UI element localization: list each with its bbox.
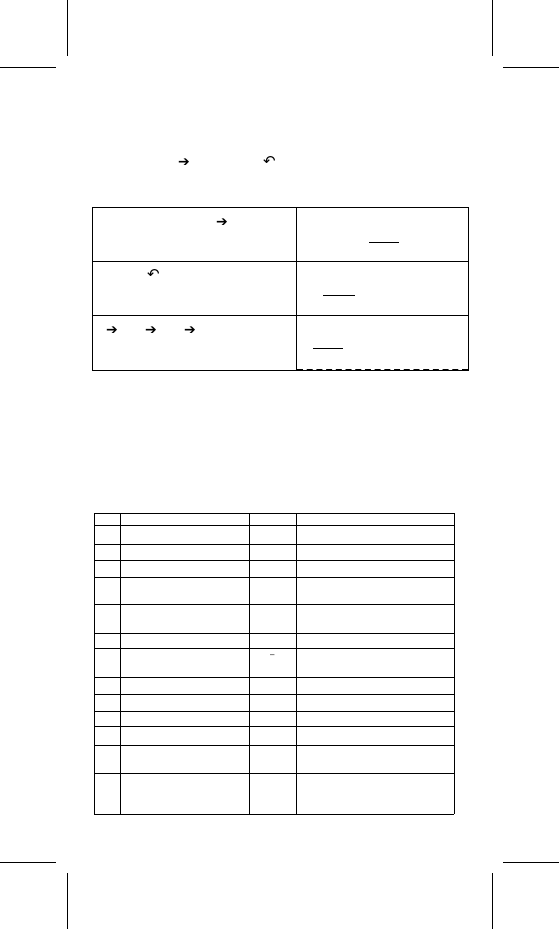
- display-underline: [323, 295, 355, 296]
- reference-table-column-line: [249, 513, 250, 814]
- reference-table-row-line: [94, 726, 454, 727]
- reference-table-row-line: [94, 745, 454, 746]
- right-arrow-icon: ➔: [216, 214, 228, 230]
- crop-mark-top-left-vertical: [67, 0, 68, 56]
- step-table: [92, 207, 469, 371]
- step-table-column-divider: [296, 207, 297, 371]
- crop-mark-top-right-horizontal: [503, 67, 559, 68]
- reference-table-row-line: [94, 633, 454, 634]
- crop-mark-bottom-right-vertical: [492, 873, 493, 929]
- minus-mark: –: [270, 650, 275, 659]
- display-underline: [369, 242, 399, 243]
- reference-table-column-line: [296, 513, 297, 814]
- reference-table-row-line: [94, 648, 454, 649]
- reference-table-row-line: [94, 604, 454, 605]
- crop-mark-bottom-left-horizontal: [0, 862, 56, 863]
- undo-arrow-icon: ↶: [147, 265, 160, 283]
- right-arrow-icon: ➔: [184, 322, 196, 338]
- step-table-row-divider: [92, 315, 469, 316]
- crop-mark-bottom-right-horizontal: [503, 862, 559, 863]
- reference-table-row-line: [94, 711, 454, 712]
- reference-table-column-line: [454, 513, 455, 814]
- reference-table-row-line: [94, 694, 454, 695]
- crop-mark-bottom-left-vertical: [67, 873, 68, 929]
- reference-table-column-line: [94, 513, 95, 814]
- reference-table-row-line: [94, 814, 454, 815]
- crop-mark-top-left-horizontal: [0, 67, 56, 68]
- step-table-row-divider: [92, 261, 469, 262]
- dashed-display-line: [297, 369, 468, 371]
- reference-table-row-line: [94, 544, 454, 545]
- undo-arrow-icon: ↶: [263, 152, 276, 170]
- reference-table-row-line: [94, 773, 454, 774]
- display-underline: [313, 348, 343, 349]
- right-arrow-icon: ➔: [145, 322, 157, 338]
- reference-table-row-line: [94, 560, 454, 561]
- reference-table-row-line: [94, 677, 454, 678]
- reference-table-row-line: [94, 577, 454, 578]
- reference-table-row-line: [94, 525, 454, 526]
- right-arrow-icon: ➔: [178, 154, 190, 170]
- right-arrow-icon: ➔: [106, 322, 118, 338]
- reference-table-column-line: [120, 513, 121, 814]
- reference-table-row-line: [94, 513, 454, 514]
- crop-mark-top-right-vertical: [492, 0, 493, 56]
